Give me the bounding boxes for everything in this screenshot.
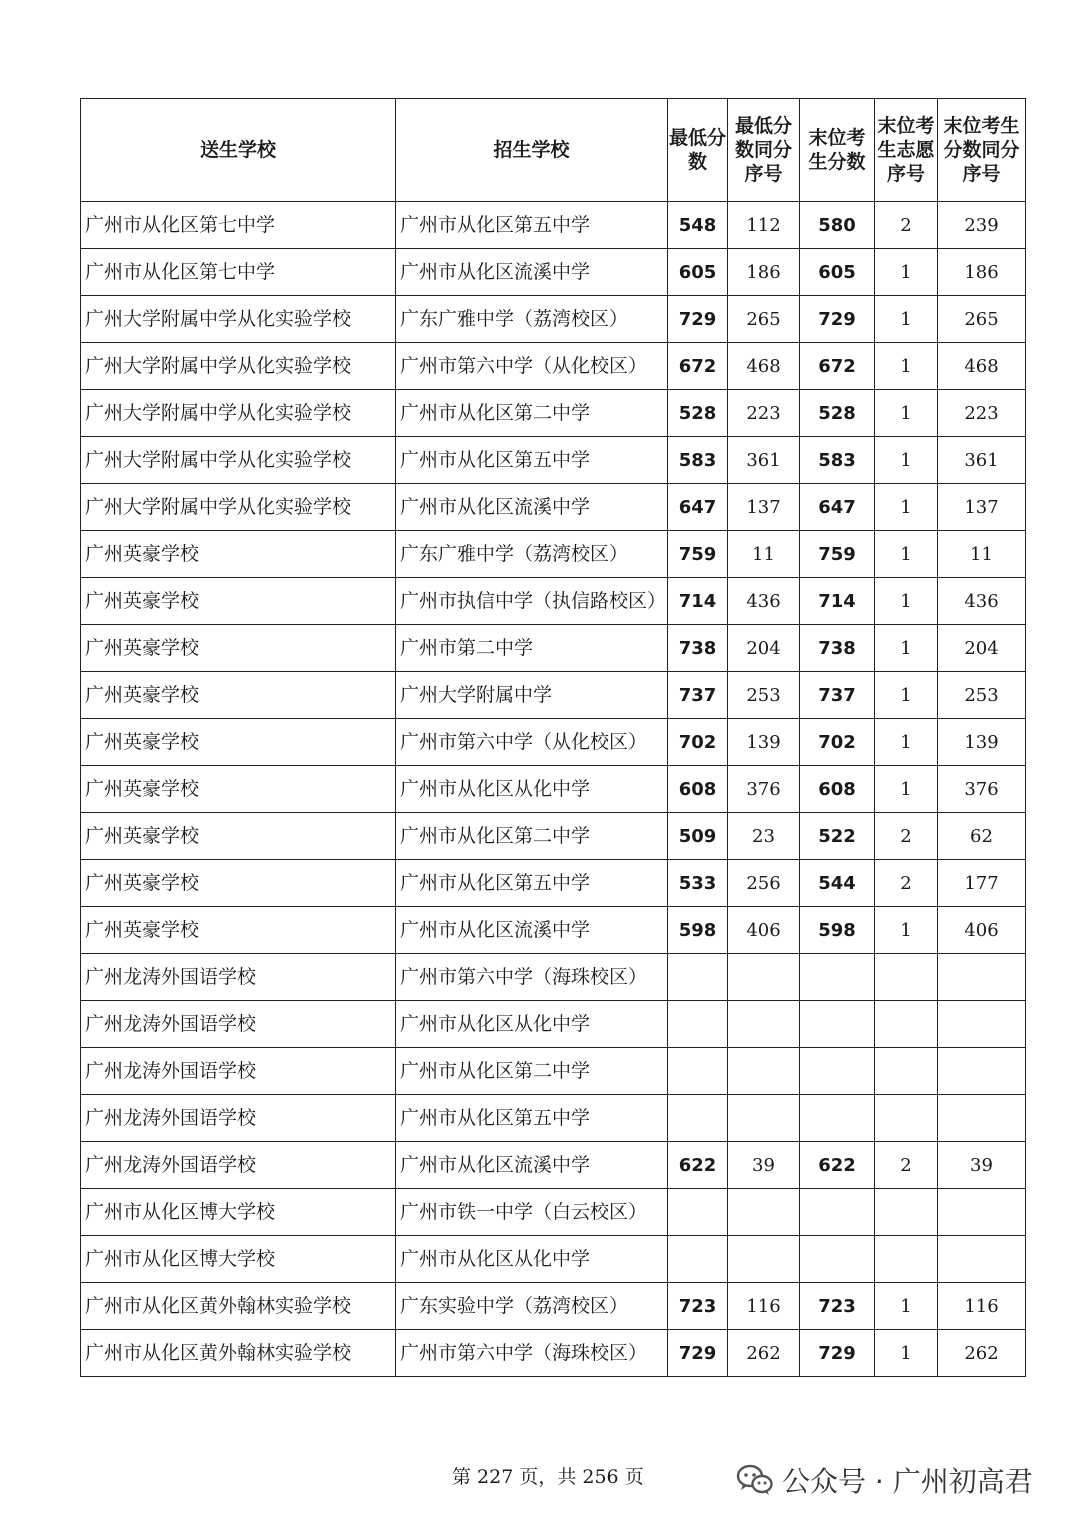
min-score-rank-cell (728, 1236, 800, 1283)
last-score-rank-cell (938, 1236, 1026, 1283)
header-min-score-rank: 最低分数同分序号 (728, 99, 800, 202)
receiving-school-cell: 广州市铁一中学（白云校区） (396, 1189, 668, 1236)
receiving-school-cell: 广州市从化区流溪中学 (396, 907, 668, 954)
receiving-school-cell: 广东广雅中学（荔湾校区） (396, 531, 668, 578)
sending-school-cell: 广州市从化区黄外翰林实验学校 (81, 1330, 396, 1377)
min-score-cell: 608 (668, 766, 728, 813)
last-choice-rank-cell: 2 (875, 1142, 938, 1189)
sending-school-cell: 广州英豪学校 (81, 578, 396, 625)
sending-school-cell: 广州英豪学校 (81, 907, 396, 954)
sending-school-cell: 广州英豪学校 (81, 672, 396, 719)
min-score-cell: 723 (668, 1283, 728, 1330)
sending-school-cell: 广州大学附属中学从化实验学校 (81, 484, 396, 531)
receiving-school-cell: 广州市从化区第五中学 (396, 437, 668, 484)
header-row (81, 99, 1026, 202)
receiving-school-cell: 广州市从化区流溪中学 (396, 249, 668, 296)
min-score-rank-cell: 139 (728, 719, 800, 766)
table-row (81, 766, 1026, 813)
min-score-rank-cell (728, 1048, 800, 1095)
receiving-school-cell: 广州市从化区流溪中学 (396, 1142, 668, 1189)
min-score-rank-cell: 112 (728, 202, 800, 249)
last-score-cell (800, 954, 875, 1001)
last-score-rank-cell: 265 (938, 296, 1026, 343)
table-row (81, 719, 1026, 766)
table-row (81, 578, 1026, 625)
last-score-cell: 729 (800, 296, 875, 343)
last-score-cell: 598 (800, 907, 875, 954)
sending-school-cell: 广州龙涛外国语学校 (81, 1095, 396, 1142)
last-choice-rank-cell: 2 (875, 813, 938, 860)
table-row (81, 1001, 1026, 1048)
last-score-cell: 729 (800, 1330, 875, 1377)
last-score-cell: 672 (800, 343, 875, 390)
last-score-cell (800, 1048, 875, 1095)
last-choice-rank-cell: 1 (875, 437, 938, 484)
header-last-score: 末位考生分数 (800, 99, 875, 202)
min-score-cell (668, 1095, 728, 1142)
last-score-cell (800, 1001, 875, 1048)
min-score-rank-cell: 468 (728, 343, 800, 390)
last-score-rank-cell: 62 (938, 813, 1026, 860)
min-score-rank-cell: 436 (728, 578, 800, 625)
table-row (81, 1236, 1026, 1283)
min-score-cell: 622 (668, 1142, 728, 1189)
receiving-school-cell: 广州市从化区第二中学 (396, 813, 668, 860)
min-score-rank-cell: 253 (728, 672, 800, 719)
min-score-rank-cell: 376 (728, 766, 800, 813)
header-last-choice-rank: 末位考生志愿序号 (875, 99, 938, 202)
sending-school-cell: 广州市从化区第七中学 (81, 249, 396, 296)
table-row (81, 249, 1026, 296)
last-choice-rank-cell: 2 (875, 202, 938, 249)
last-score-cell: 702 (800, 719, 875, 766)
last-score-rank-cell: 262 (938, 1330, 1026, 1377)
last-score-rank-cell: 177 (938, 860, 1026, 907)
last-score-rank-cell: 139 (938, 719, 1026, 766)
sending-school-cell: 广州市从化区第七中学 (81, 202, 396, 249)
last-score-rank-cell: 223 (938, 390, 1026, 437)
last-choice-rank-cell: 1 (875, 907, 938, 954)
min-score-cell: 737 (668, 672, 728, 719)
last-choice-rank-cell (875, 1095, 938, 1142)
min-score-rank-cell: 223 (728, 390, 800, 437)
min-score-rank-cell: 256 (728, 860, 800, 907)
min-score-cell: 647 (668, 484, 728, 531)
sending-school-cell: 广州龙涛外国语学校 (81, 954, 396, 1001)
last-score-rank-cell: 468 (938, 343, 1026, 390)
min-score-cell: 738 (668, 625, 728, 672)
sending-school-cell: 广州大学附属中学从化实验学校 (81, 437, 396, 484)
last-choice-rank-cell: 1 (875, 484, 938, 531)
page-number-text: 第 227 页，共 256 页 (452, 1466, 644, 1488)
last-score-rank-cell: 376 (938, 766, 1026, 813)
last-score-rank-cell (938, 954, 1026, 1001)
table-row (81, 813, 1026, 860)
min-score-cell (668, 1001, 728, 1048)
min-score-rank-cell: 39 (728, 1142, 800, 1189)
table-row (81, 1142, 1026, 1189)
header-sending-school: 送生学校 (81, 99, 396, 202)
last-score-cell: 544 (800, 860, 875, 907)
last-score-rank-cell: 11 (938, 531, 1026, 578)
min-score-rank-cell: 265 (728, 296, 800, 343)
last-choice-rank-cell (875, 954, 938, 1001)
last-choice-rank-cell: 1 (875, 249, 938, 296)
last-score-rank-cell: 239 (938, 202, 1026, 249)
last-choice-rank-cell: 1 (875, 1330, 938, 1377)
last-score-cell (800, 1095, 875, 1142)
min-score-rank-cell (728, 954, 800, 1001)
min-score-rank-cell: 204 (728, 625, 800, 672)
receiving-school-cell: 广州市从化区第五中学 (396, 1095, 668, 1142)
receiving-school-cell: 广州市从化区第二中学 (396, 1048, 668, 1095)
last-score-rank-cell (938, 1095, 1026, 1142)
sending-school-cell: 广州英豪学校 (81, 860, 396, 907)
table-row (81, 296, 1026, 343)
last-choice-rank-cell: 1 (875, 766, 938, 813)
receiving-school-cell: 广东广雅中学（荔湾校区） (396, 296, 668, 343)
last-score-cell: 738 (800, 625, 875, 672)
header-receiving-school: 招生学校 (396, 99, 668, 202)
min-score-cell: 729 (668, 1330, 728, 1377)
table-row (81, 625, 1026, 672)
min-score-rank-cell: 23 (728, 813, 800, 860)
min-score-rank-cell: 116 (728, 1283, 800, 1330)
min-score-rank-cell: 262 (728, 1330, 800, 1377)
receiving-school-cell: 广东实验中学（荔湾校区） (396, 1283, 668, 1330)
receiving-school-cell: 广州市第二中学 (396, 625, 668, 672)
sending-school-cell: 广州英豪学校 (81, 719, 396, 766)
min-score-rank-cell: 137 (728, 484, 800, 531)
last-choice-rank-cell (875, 1001, 938, 1048)
receiving-school-cell: 广州市从化区第五中学 (396, 202, 668, 249)
wechat-icon (736, 1463, 774, 1497)
receiving-school-cell: 广州市第六中学（海珠校区） (396, 1330, 668, 1377)
min-score-rank-cell: 361 (728, 437, 800, 484)
last-score-cell: 605 (800, 249, 875, 296)
last-score-cell: 580 (800, 202, 875, 249)
table-row (81, 390, 1026, 437)
last-score-rank-cell: 186 (938, 249, 1026, 296)
table-row (81, 1048, 1026, 1095)
table-row (81, 1095, 1026, 1142)
last-score-rank-cell (938, 1189, 1026, 1236)
last-score-rank-cell (938, 1048, 1026, 1095)
last-score-rank-cell: 39 (938, 1142, 1026, 1189)
last-score-rank-cell: 436 (938, 578, 1026, 625)
receiving-school-cell: 广州市执信中学（执信路校区） (396, 578, 668, 625)
last-choice-rank-cell: 1 (875, 343, 938, 390)
min-score-cell: 583 (668, 437, 728, 484)
min-score-cell: 548 (668, 202, 728, 249)
min-score-cell (668, 1236, 728, 1283)
sending-school-cell: 广州市从化区博大学校 (81, 1189, 396, 1236)
min-score-cell (668, 1048, 728, 1095)
last-choice-rank-cell: 1 (875, 719, 938, 766)
receiving-school-cell: 广州市从化区从化中学 (396, 766, 668, 813)
receiving-school-cell: 广州市从化区流溪中学 (396, 484, 668, 531)
table-row (81, 484, 1026, 531)
watermark (736, 1460, 1033, 1500)
sending-school-cell: 广州龙涛外国语学校 (81, 1001, 396, 1048)
sending-school-cell: 广州大学附属中学从化实验学校 (81, 296, 396, 343)
last-choice-rank-cell (875, 1048, 938, 1095)
sending-school-cell: 广州英豪学校 (81, 531, 396, 578)
min-score-rank-cell (728, 1095, 800, 1142)
last-score-cell: 759 (800, 531, 875, 578)
last-score-rank-cell: 137 (938, 484, 1026, 531)
sending-school-cell: 广州大学附属中学从化实验学校 (81, 343, 396, 390)
table-row (81, 437, 1026, 484)
last-choice-rank-cell: 1 (875, 390, 938, 437)
sending-school-cell: 广州大学附属中学从化实验学校 (81, 390, 396, 437)
min-score-cell: 702 (668, 719, 728, 766)
receiving-school-cell: 广州市从化区从化中学 (396, 1236, 668, 1283)
sending-school-cell: 广州英豪学校 (81, 813, 396, 860)
min-score-cell: 533 (668, 860, 728, 907)
last-score-cell: 647 (800, 484, 875, 531)
header-last-score-rank: 末位考生分数同分序号 (938, 99, 1026, 202)
min-score-cell (668, 1189, 728, 1236)
min-score-rank-cell: 186 (728, 249, 800, 296)
last-choice-rank-cell: 1 (875, 296, 938, 343)
min-score-rank-cell: 11 (728, 531, 800, 578)
table-row (81, 1189, 1026, 1236)
sending-school-cell: 广州龙涛外国语学校 (81, 1142, 396, 1189)
last-score-cell: 608 (800, 766, 875, 813)
last-choice-rank-cell: 1 (875, 625, 938, 672)
min-score-cell: 509 (668, 813, 728, 860)
table-row (81, 1330, 1026, 1377)
last-choice-rank-cell: 1 (875, 672, 938, 719)
min-score-cell: 714 (668, 578, 728, 625)
table-row (81, 954, 1026, 1001)
receiving-school-cell: 广州市第六中学（从化校区） (396, 343, 668, 390)
min-score-rank-cell (728, 1189, 800, 1236)
watermark-text: 公众号 · 广州初高君 (782, 1465, 1033, 1498)
last-score-cell: 723 (800, 1283, 875, 1330)
last-choice-rank-cell: 1 (875, 578, 938, 625)
last-score-cell (800, 1189, 875, 1236)
last-choice-rank-cell: 2 (875, 860, 938, 907)
min-score-rank-cell (728, 1001, 800, 1048)
last-choice-rank-cell: 1 (875, 531, 938, 578)
last-score-cell (800, 1236, 875, 1283)
min-score-cell: 598 (668, 907, 728, 954)
sending-school-cell: 广州市从化区博大学校 (81, 1236, 396, 1283)
last-score-cell: 622 (800, 1142, 875, 1189)
receiving-school-cell: 广州市从化区第五中学 (396, 860, 668, 907)
sending-school-cell: 广州英豪学校 (81, 625, 396, 672)
last-score-cell: 583 (800, 437, 875, 484)
sending-school-cell: 广州市从化区黄外翰林实验学校 (81, 1283, 396, 1330)
last-score-cell: 522 (800, 813, 875, 860)
min-score-cell (668, 954, 728, 1001)
table-row (81, 531, 1026, 578)
last-score-rank-cell: 361 (938, 437, 1026, 484)
admission-table (80, 98, 1026, 1377)
min-score-cell: 759 (668, 531, 728, 578)
table-row (81, 907, 1026, 954)
receiving-school-cell: 广州市第六中学（海珠校区） (396, 954, 668, 1001)
receiving-school-cell: 广州市从化区从化中学 (396, 1001, 668, 1048)
table-row (81, 202, 1026, 249)
last-score-rank-cell: 204 (938, 625, 1026, 672)
last-score-cell: 714 (800, 578, 875, 625)
min-score-cell: 729 (668, 296, 728, 343)
min-score-cell: 605 (668, 249, 728, 296)
receiving-school-cell: 广州大学附属中学 (396, 672, 668, 719)
last-choice-rank-cell (875, 1189, 938, 1236)
min-score-cell: 672 (668, 343, 728, 390)
last-choice-rank-cell: 1 (875, 1283, 938, 1330)
last-score-cell: 737 (800, 672, 875, 719)
last-choice-rank-cell (875, 1236, 938, 1283)
min-score-cell: 528 (668, 390, 728, 437)
receiving-school-cell: 广州市第六中学（从化校区） (396, 719, 668, 766)
min-score-rank-cell: 406 (728, 907, 800, 954)
header-min-score: 最低分数 (668, 99, 728, 202)
last-score-rank-cell: 253 (938, 672, 1026, 719)
receiving-school-cell: 广州市从化区第二中学 (396, 390, 668, 437)
last-score-rank-cell: 116 (938, 1283, 1026, 1330)
page-number (452, 1462, 644, 1489)
sending-school-cell: 广州英豪学校 (81, 766, 396, 813)
last-score-cell: 528 (800, 390, 875, 437)
last-score-rank-cell (938, 1001, 1026, 1048)
sending-school-cell: 广州龙涛外国语学校 (81, 1048, 396, 1095)
last-score-rank-cell: 406 (938, 907, 1026, 954)
table-body (81, 202, 1026, 1377)
table-row (81, 1283, 1026, 1330)
table-row (81, 343, 1026, 390)
table-row (81, 860, 1026, 907)
table-row (81, 672, 1026, 719)
